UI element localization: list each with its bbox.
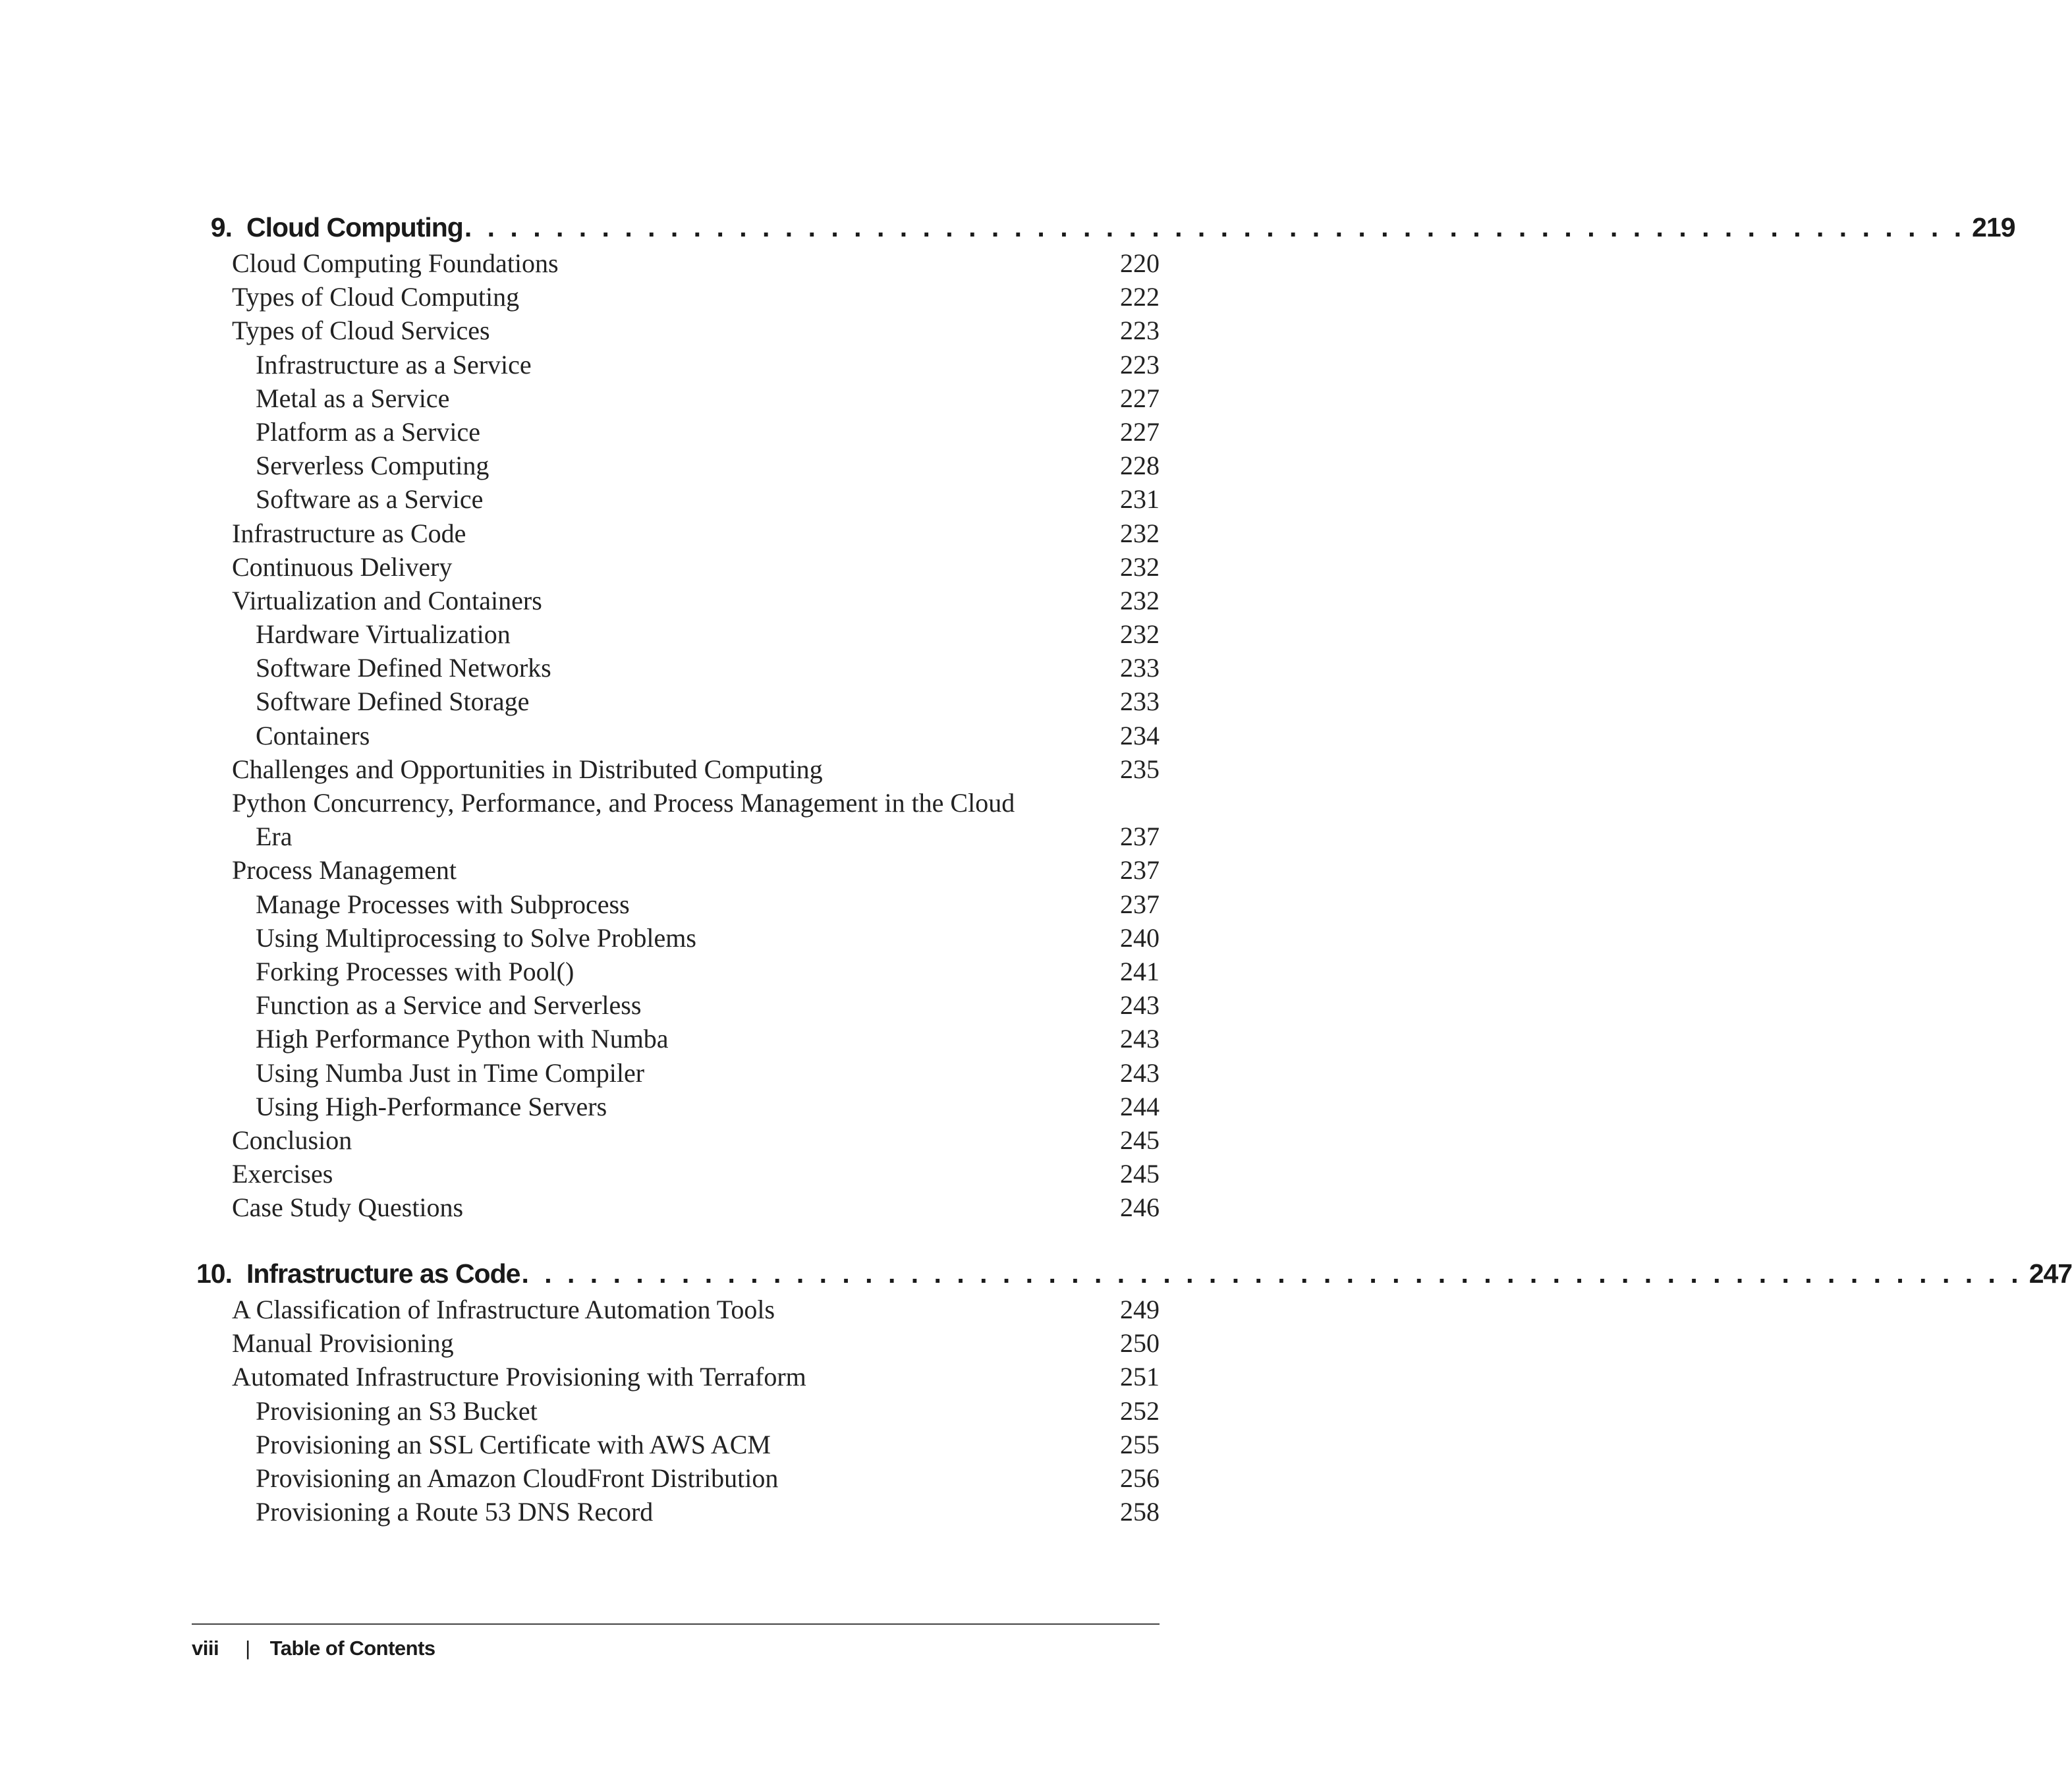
- entry-title: Conclusion: [232, 1125, 352, 1155]
- toc-entry[interactable]: [178, 517, 1160, 550]
- toc-entry[interactable]: [178, 1360, 1160, 1393]
- toc-subentry[interactable]: [178, 651, 1160, 685]
- toc-entry[interactable]: [178, 280, 1160, 314]
- entry-title: Virtualization and Containers: [232, 585, 542, 615]
- entry-title: A Classification of Infrastructure Automation Tools: [232, 1295, 775, 1324]
- entry-page: 252: [1120, 1395, 1160, 1426]
- toc-subentry[interactable]: [178, 381, 1160, 415]
- toc-subentry[interactable]: [178, 887, 1160, 921]
- chapter-title: Infrastructure as Code: [246, 1258, 520, 1289]
- entry-title: Serverless Computing: [256, 451, 490, 481]
- toc-subentry[interactable]: [178, 617, 1160, 651]
- entry-page: 232: [1120, 551, 1160, 582]
- entry-title: Containers: [256, 720, 370, 750]
- entry-page: 222: [1120, 282, 1160, 312]
- entry-page: 241: [1120, 956, 1160, 986]
- chapter-page-number: 219: [1972, 212, 2015, 242]
- entry-page: 223: [1120, 349, 1160, 380]
- dot-leader: . . . . . . . . . . . . . . . . . . . . . . . . . . . . . . . . . . . . . . . . . . . . . . . . . . . . . . . . . . . . . . . . . .: [464, 212, 1966, 242]
- toc-subentry[interactable]: [178, 482, 1160, 516]
- toc-entry[interactable]: [178, 1123, 1160, 1157]
- entry-title: Forking Processes with Pool(): [256, 956, 574, 986]
- entry-page: 235: [1120, 754, 1160, 784]
- chapter-9-entries: [178, 246, 1160, 1224]
- entry-page: 237: [1120, 855, 1160, 886]
- entry-page: 233: [1120, 653, 1160, 683]
- entry-page: 243: [1120, 990, 1160, 1021]
- entry-page: 243: [1120, 1057, 1160, 1088]
- entry-title: Types of Cloud Computing: [232, 282, 520, 312]
- toc-subentry[interactable]: [178, 988, 1160, 1022]
- entry-title: Case Study Questions: [232, 1193, 464, 1223]
- entry-page: 232: [1120, 619, 1160, 650]
- entry-title: Continuous Delivery: [232, 551, 453, 582]
- toc-entry[interactable]: [178, 752, 1160, 786]
- folio-number: viii: [192, 1637, 219, 1660]
- entry-page: 243: [1120, 1024, 1160, 1054]
- toc-subentry[interactable]: [178, 449, 1160, 482]
- entry-page: 233: [1120, 687, 1160, 717]
- toc-entry[interactable]: [178, 1191, 1160, 1224]
- entry-page: 245: [1120, 1159, 1160, 1189]
- toc-subentry[interactable]: [178, 1428, 1160, 1461]
- entry-title: Challenges and Opportunities in Distributed Computing: [232, 754, 823, 784]
- entry-page: 256: [1120, 1463, 1160, 1493]
- entry-title: Using Numba Just in Time Compiler: [256, 1057, 645, 1088]
- entry-title: Platform as a Service: [256, 416, 480, 447]
- toc-subentry[interactable]: [178, 1461, 1160, 1495]
- entry-title: Software Defined Storage: [256, 687, 530, 717]
- toc-entry[interactable]: [178, 314, 1160, 347]
- entry-title: Process Management: [232, 855, 457, 886]
- entry-title: Automated Infrastructure Provisioning with Terraform: [232, 1362, 806, 1392]
- entry-title: Using High-Performance Servers: [256, 1091, 607, 1121]
- entry-title: Provisioning an S3 Bucket: [256, 1395, 538, 1426]
- entry-page: 237: [1120, 822, 1160, 852]
- toc-entry[interactable]: [178, 1157, 1160, 1191]
- entry-title-line-1: Python Concurrency, Performance, and Process Management in the Cloud: [232, 788, 1015, 818]
- entry-title: Function as a Service and Serverless: [256, 990, 642, 1021]
- page-footer: [192, 1637, 435, 1660]
- entry-title: Cloud Computing Foundations: [232, 248, 559, 278]
- entry-page: 237: [1120, 889, 1160, 919]
- chapter-heading[interactable]: [178, 212, 2015, 246]
- toc-entry[interactable]: [178, 853, 1160, 887]
- entry-page: 250: [1120, 1328, 1160, 1359]
- entry-title: Software as a Service: [256, 484, 484, 515]
- entry-page: 249: [1120, 1295, 1160, 1324]
- entry-page: 223: [1120, 316, 1160, 346]
- entry-title: Provisioning an Amazon CloudFront Distribution: [256, 1463, 779, 1493]
- toc-entry[interactable]: [178, 246, 1160, 280]
- entry-page: 258: [1120, 1497, 1160, 1527]
- chapter-10-entries: [178, 1293, 1160, 1529]
- chapter-title: Cloud Computing: [246, 212, 463, 242]
- entry-page: 246: [1120, 1193, 1160, 1223]
- entry-title: Manage Processes with Subprocess: [256, 889, 630, 919]
- footer-rule: [192, 1623, 1160, 1625]
- entry-page: 240: [1120, 922, 1160, 953]
- toc-subentry[interactable]: [178, 415, 1160, 449]
- toc-subentry[interactable]: [178, 1090, 1160, 1123]
- dot-leader: . . . . . . . . . . . . . . . . . . . . . . . . . . . . . . . . . . . . . . . . . . . . . . . . . . . . . . . . . . . . . . . . . .: [521, 1258, 2023, 1289]
- entry-page: 232: [1120, 585, 1160, 615]
- entry-page: 231: [1120, 484, 1160, 515]
- toc-entry[interactable]: [178, 584, 1160, 617]
- entry-title: Metal as a Service: [256, 383, 450, 413]
- chapter-heading[interactable]: [178, 1258, 2072, 1293]
- toc-subentry[interactable]: [178, 1495, 1160, 1529]
- entry-title: Provisioning an SSL Certificate with AWS ACM: [256, 1429, 771, 1459]
- entry-title-line-2: Era: [256, 822, 293, 852]
- chapter-number: 9.: [210, 212, 232, 242]
- entry-title: Types of Cloud Services: [232, 316, 490, 346]
- chapter-number: 10.: [196, 1258, 232, 1289]
- entry-page: 220: [1120, 248, 1160, 278]
- entry-title: High Performance Python with Numba: [256, 1024, 669, 1054]
- entry-page: 245: [1120, 1125, 1160, 1155]
- entry-title: Software Defined Networks: [256, 653, 551, 683]
- toc-subentry[interactable]: [178, 1056, 1160, 1090]
- entry-title: Using Multiprocessing to Solve Problems: [256, 922, 696, 953]
- entry-title: Manual Provisioning: [232, 1328, 454, 1359]
- entry-title: Provisioning a Route 53 DNS Record: [256, 1497, 654, 1527]
- toc-subentry[interactable]: [178, 719, 1160, 752]
- toc-entry[interactable]: [178, 1293, 1160, 1326]
- entry-title: Infrastructure as a Service: [256, 349, 532, 380]
- toc-subentry[interactable]: [178, 1394, 1160, 1428]
- entry-page: 251: [1120, 1362, 1160, 1392]
- toc-subentry[interactable]: [178, 348, 1160, 381]
- toc-entry[interactable]: [178, 1326, 1160, 1360]
- chapter-page-number: 247: [2029, 1258, 2072, 1289]
- entry-page: 228: [1120, 451, 1160, 481]
- toc-subentry[interactable]: [178, 685, 1160, 718]
- running-footer-title: Table of Contents: [269, 1637, 435, 1660]
- chapter-10: [178, 1258, 2072, 1529]
- toc-subentry[interactable]: [178, 921, 1160, 955]
- entry-page: 232: [1120, 518, 1160, 548]
- toc-entry[interactable]: [178, 550, 1160, 584]
- entry-page: 227: [1120, 383, 1160, 413]
- entry-page: 227: [1120, 416, 1160, 447]
- entry-page: 255: [1120, 1429, 1160, 1459]
- entry-page: 244: [1120, 1091, 1160, 1121]
- toc-subentry[interactable]: [178, 955, 1160, 988]
- toc-subentry[interactable]: [178, 1022, 1160, 1055]
- toc-entry[interactable]: [178, 786, 1160, 853]
- entry-title: Exercises: [232, 1159, 333, 1189]
- chapter-9: [178, 212, 2015, 1224]
- entry-page: 234: [1120, 720, 1160, 750]
- footer-separator: |: [245, 1637, 250, 1660]
- entry-title: Hardware Virtualization: [256, 619, 511, 650]
- entry-title: Infrastructure as Code: [232, 518, 466, 548]
